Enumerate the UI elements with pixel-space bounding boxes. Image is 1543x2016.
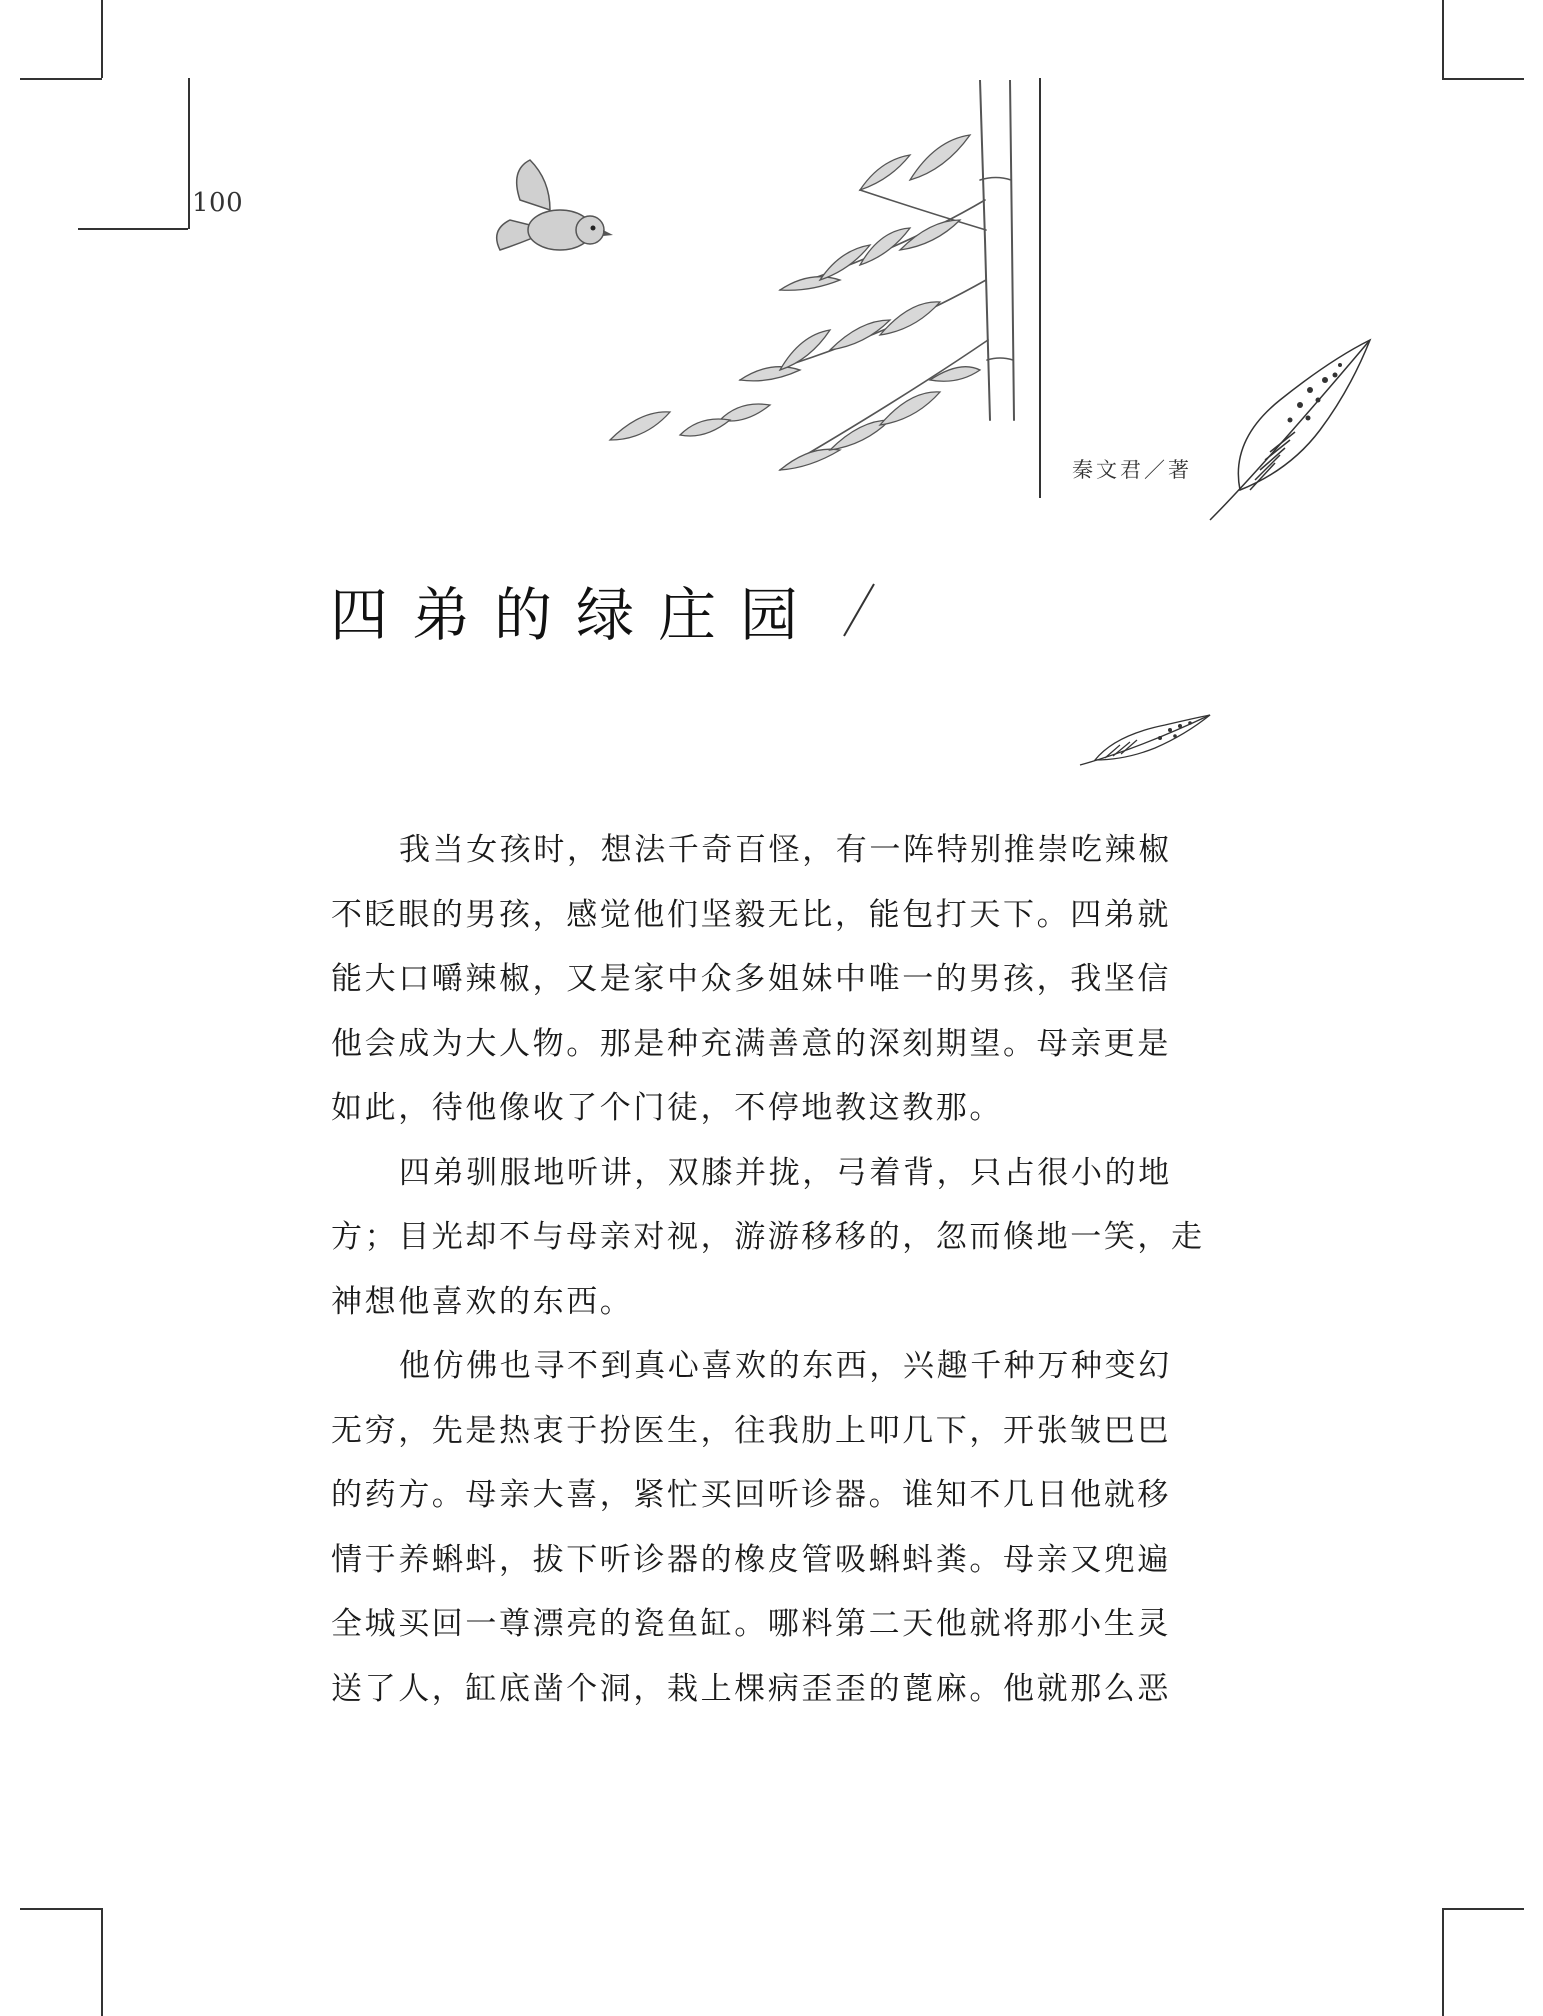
crop-mark [1442, 78, 1524, 80]
crop-mark [1442, 1908, 1524, 1910]
crop-mark [1442, 1908, 1444, 2016]
feather-icon [1200, 330, 1380, 530]
text-line: 全城买回一尊漂亮的瓷鱼缸。哪料第二天他就将那小生灵 [331, 1606, 1171, 1642]
author-credit: 秦文君／著 [1072, 458, 1192, 482]
text-line: 方；目光却不与母亲对视，游游移移的，忽而倏地一笑，走 [331, 1219, 1205, 1255]
text-line: 他仿佛也寻不到真心喜欢的东西，兴趣千种万种变幻 [399, 1348, 1172, 1384]
text-line: 情于养蝌蚪，拔下听诊器的橡皮管吸蝌蚪粪。母亲又兜遍 [331, 1541, 1171, 1578]
text-line: 我当女孩时，想法千奇百怪，有一阵特别推崇吃辣椒 [399, 832, 1172, 868]
crop-mark [20, 78, 102, 80]
vertical-divider [1039, 78, 1041, 498]
text-line: 送了人，缸底凿个洞，栽上棵病歪歪的蓖麻。他就那么恶 [331, 1670, 1171, 1707]
slash-ornament [838, 580, 878, 640]
article-body [331, 818, 1205, 1721]
bamboo-bird-illustration [480, 80, 1040, 510]
crop-mark [20, 1908, 102, 1910]
crop-mark [1442, 0, 1444, 78]
text-line: 的药方。母亲大喜，紧忙买回听诊器。谁知不几日他就移 [331, 1477, 1171, 1513]
text-line: 他会成为大人物。那是种充满善意的深刻期望。母亲更是 [331, 1025, 1171, 1062]
text-line: 不眨眼的男孩，感觉他们坚毅无比，能包打天下。四弟就 [331, 896, 1171, 933]
page-number: 100 [192, 188, 244, 218]
text-line: 神想他喜欢的东西。 [331, 1283, 634, 1320]
crop-mark [188, 78, 190, 229]
crop-mark [78, 228, 188, 230]
text-line: 能大口嚼辣椒，又是家中众多姐妹中唯一的男孩，我坚信 [331, 961, 1171, 997]
text-line: 四弟驯服地听讲，双膝并拢，弓着背，只占很小的地 [399, 1154, 1172, 1191]
article-title: 四弟的绿庄园 [330, 581, 823, 649]
text-line: 无穷，先是热衷于扮医生，往我肋上叩几下，开张皱巴巴 [331, 1412, 1171, 1449]
crop-mark [101, 0, 103, 78]
crop-mark [101, 1908, 103, 2016]
feather-icon [1075, 710, 1215, 770]
text-line: 如此，待他像收了个门徒，不停地教这教那。 [331, 1090, 1003, 1126]
